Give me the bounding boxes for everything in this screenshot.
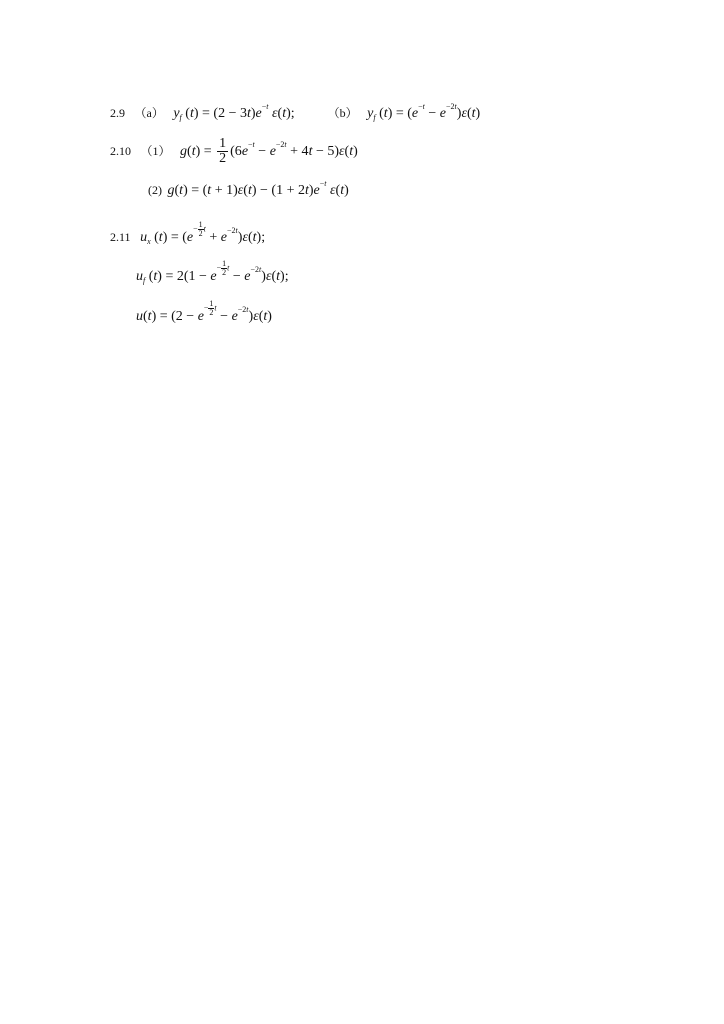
- equation-2-9a: $y_f$ $(t) = (2 - 3t)e^{-t}$ ε(t);: [173, 102, 295, 122]
- problem-number: 2.9: [110, 106, 125, 120]
- equation-2-9b: $y_f$ $(t) = (e^{-t} - e^{-2t})\varepsilon(t)$: [367, 102, 481, 122]
- part-label: （1）: [140, 143, 171, 158]
- equation-2-10-1: g(t) = $\frac{1}{2}$ $(6e^{-t} - e^{-2t} + 4t - 5)\varepsilon(t)$: [180, 136, 358, 166]
- problem-2-11-line2: [136, 260, 289, 286]
- problem-2-10-line1: [110, 137, 358, 166]
- part-label: (2): [148, 183, 162, 197]
- problem-2-11-line3: [136, 300, 272, 326]
- part-label: （b）: [327, 106, 358, 120]
- equation-2-11-uf: $u_f$ (t) = 2(1 − e− $\frac{1}{2}$ $t - e^{-2t})\varepsilon(t)$;: [136, 259, 289, 286]
- problem-number: 2.10: [110, 143, 131, 158]
- problem-2-9-line: [110, 104, 480, 123]
- problem-number: 2.11: [110, 230, 131, 245]
- part-label: （a）: [134, 106, 164, 120]
- equation-2-11-ux: $u_x$ (t) = (e− $\frac{1}{2}$ $t + e^{-2t})\varepsilon(t)$;: [140, 220, 266, 247]
- equation-2-11-u: u(t) = (2 − e− $\frac{1}{2}$ $t - e^{-2t})\varepsilon(t)$: [136, 299, 272, 325]
- problem-2-10-line2: [148, 181, 349, 200]
- equation-2-10-2: $g(t) = (t + 1)\varepsilon(t) - (1 + 2t)e^{-t}$ ε(t): [167, 179, 349, 198]
- problem-2-11-line1: [110, 221, 265, 247]
